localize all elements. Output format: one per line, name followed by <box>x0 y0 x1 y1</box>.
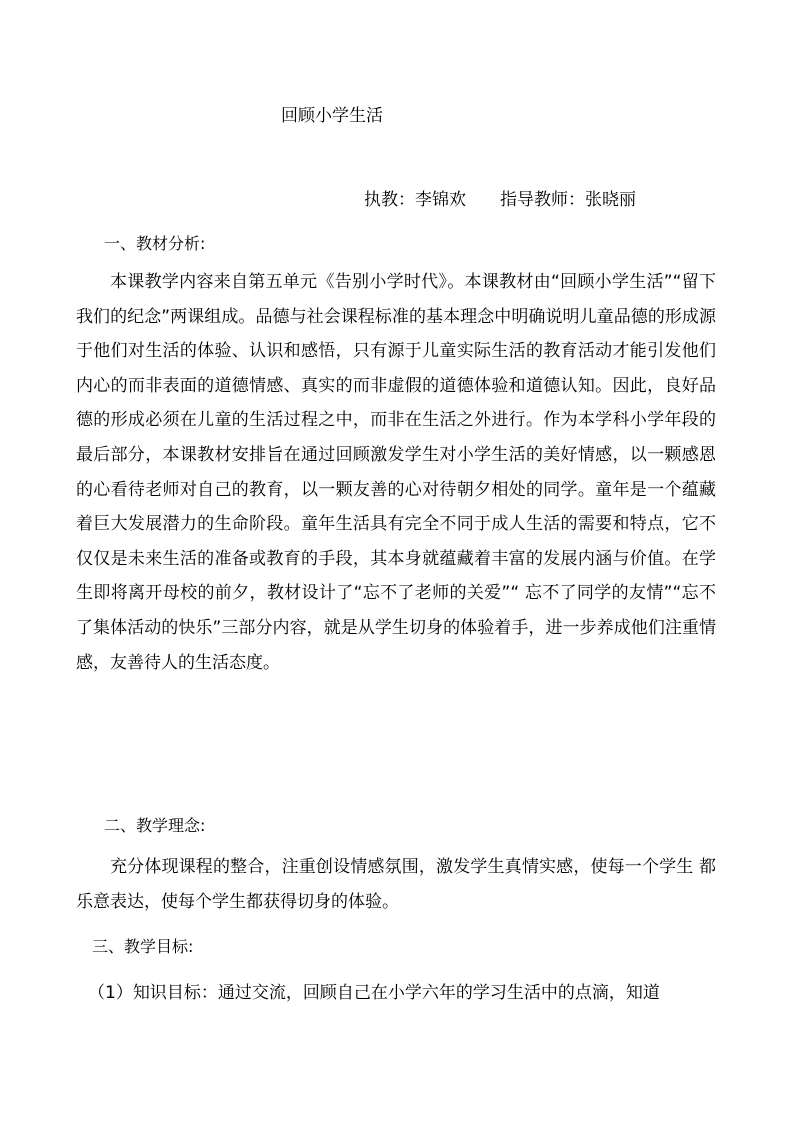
section-heading-objectives: 三、教学目标: <box>92 937 194 956</box>
advisor-credit: 指导教师：张晓丽 <box>500 190 636 210</box>
section-paragraph-analysis: 本课教学内容来自第五单元《告别小学时代》。本课教材由“回顾小学生活”“留下我们的纪念”两课组成。品德与社会课程标准的基本理念中明确说明儿童品德的形成源于他们对生活的体验、认识和感悟，只有源于儿童实际生活的教育活动才能引发他们内心的而非表面的道德情感、真实的而非虚假的道德体验和道德认知。因此，良好品德的形成必须在儿童的生活过程之中，而非在生活之外进行。作为本学科小学年段的最后部分，本课教材安排旨在通过回顾激发学生对小学生活的美好情感，以一颗感恩的心看待老师对自己的教育，以一颗友善的心对待朝夕相处的同学。童年是一个蕴藏着巨大发展潜力的生命阶段。童年生活具有完全不同于成人生活的需要和特点，它不仅仅是未来生活的准备或教育的手段，其本身就蕴藏着丰富的发展内涵与价值。在学生即将离开母校的前夕，教材设计了“忘不了老师的关爱”“ 忘不了同学的友情”“忘不了集体活动的快乐”三部分内容，就是从学生切身的体验着手，进一步养成他们注重情感，友善待人的生活态度。 <box>76 272 716 673</box>
author-line <box>364 188 636 212</box>
section-heading-philosophy: 二、教学理念: <box>104 816 206 835</box>
section-heading-analysis: 一、教材分析: <box>104 234 206 253</box>
document-title: 回顾小学生活 <box>281 106 383 126</box>
teacher-credit: 执教：李锦欢 <box>364 190 466 210</box>
section-paragraph-philosophy: 充分体现课程的整合，注重创设情感氛围，激发学生真情实感，使每一个学生 都乐意表达，使每个学生都获得切身的体验。 <box>76 857 716 912</box>
objective-item-knowledge: （1）知识目标：通过交流，回顾自己在小学六年的学习生活中的点滴，知道 <box>88 983 660 1003</box>
